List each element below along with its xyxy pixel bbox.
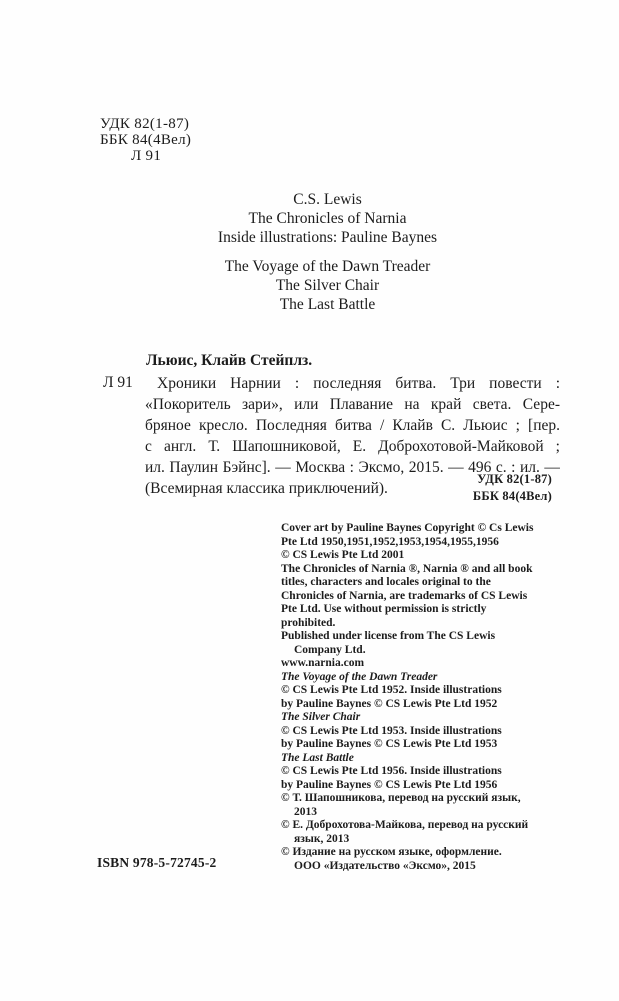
copyright-line: Pte Ltd. Use without permission is strictly (281, 603, 487, 615)
copyright-line: © Т. Шапошникова, перевод на русский язык, (281, 792, 521, 804)
english-series-line: The Voyage of the Dawn Treader (224, 258, 431, 275)
english-title-line: C.S. Lewis (293, 191, 362, 208)
copyright-line: The Last Battle (281, 751, 354, 764)
udc-code: УДК 82(1-87) (477, 472, 552, 486)
copyright-line: Published under license from The CS Lewis (281, 630, 496, 642)
copyright-line: © CS Lewis Pte Ltd 1953. Inside illustrations (281, 724, 502, 737)
copyright-block (281, 522, 533, 873)
catalog-description-line: «Покоритель зари», или Плавание на край света. Сере- (145, 396, 560, 413)
copyright-line: by Pauline Baynes © CS Lewis Pte Ltd 1952 (281, 697, 498, 710)
classification-line: УДК 82(1-87) (100, 116, 190, 132)
copyright-line: The Chronicles of Narnia ®, Narnia ® and all book (281, 562, 533, 575)
copyright-line: 2013 (294, 805, 317, 818)
copyright-line: язык, 2013 (294, 832, 350, 845)
classification-block (100, 116, 191, 164)
classification-line: ББК 84(4Вел) (100, 132, 192, 148)
copyright-line: Company Ltd. (294, 643, 366, 656)
udc-bbk-block (473, 471, 552, 505)
copyright-line: © CS Lewis Pte Ltd 2001 (281, 549, 405, 561)
copyright-line: The Voyage of the Dawn Treader (281, 670, 438, 683)
copyright-line: titles, characters and locales original to the (281, 576, 491, 588)
catalog-description-line: бряное кресло. Последняя битва / Клайв С. Льюис ; [пер. (145, 417, 560, 434)
copyright-line: The Silver Chair (281, 711, 361, 723)
english-title-line: The Chronicles of Narnia (248, 210, 407, 227)
copyright-line: Cover art by Pauline Baynes Copyright © Cs Lewis (281, 522, 534, 534)
copyright-line: © Издание на русском языке, оформление. (281, 846, 502, 858)
author-heading: Льюис, Клайв Стейплз. (146, 352, 313, 369)
classification-line: Л 91 (131, 148, 162, 164)
copyright-line: Chronicles of Narnia, are trademarks of CS Lewis (281, 589, 528, 602)
copyright-line: ООО «Издательство «Эксмо», 2015 (294, 859, 476, 872)
english-series-line: The Silver Chair (275, 277, 380, 294)
copyright-line: Pte Ltd 1950,1951,1952,1953,1954,1955,1956 (281, 535, 499, 548)
copyright-line: prohibited. (281, 616, 336, 629)
copyright-line: © CS Lewis Pte Ltd 1952. Inside illustrations (281, 684, 502, 696)
english-title-block (18, 190, 619, 247)
copyright-line: by Pauline Baynes © CS Lewis Pte Ltd 1953 (281, 738, 498, 750)
catalog-description-line: ил. Паулин Бэйнс]. — Москва : Эксмо, 2015. — 496 с. : ил. — (145, 459, 560, 476)
isbn: ISBN 978-5-72745-2 (97, 855, 217, 870)
english-series-block (18, 257, 619, 314)
english-series-line: The Last Battle (279, 296, 376, 313)
bbk-code: ББК 84(4Вел) (472, 489, 552, 503)
copyright-line: www.narnia.com (281, 657, 365, 669)
copyright-line: © Е. Доброхотова-Майкова, перевод на русский (281, 819, 529, 831)
copyright-line: by Pauline Baynes © CS Lewis Pte Ltd 1956 (281, 778, 498, 791)
catalog-description-line: (Всемирная классика приключений). (145, 480, 388, 497)
catalog-description-line: с англ. Т. Шапошниковой, Е. Доброхотовой-Майковой ; (145, 438, 560, 455)
english-title-line: Inside illustrations: Pauline Baynes (217, 229, 438, 246)
copyright-line: © CS Lewis Pte Ltd 1956. Inside illustrations (281, 765, 502, 777)
catalog-index-code: Л 91 (103, 374, 133, 391)
catalog-description-line: Хроники Нарнии : последняя битва. Три повести : (157, 375, 560, 392)
